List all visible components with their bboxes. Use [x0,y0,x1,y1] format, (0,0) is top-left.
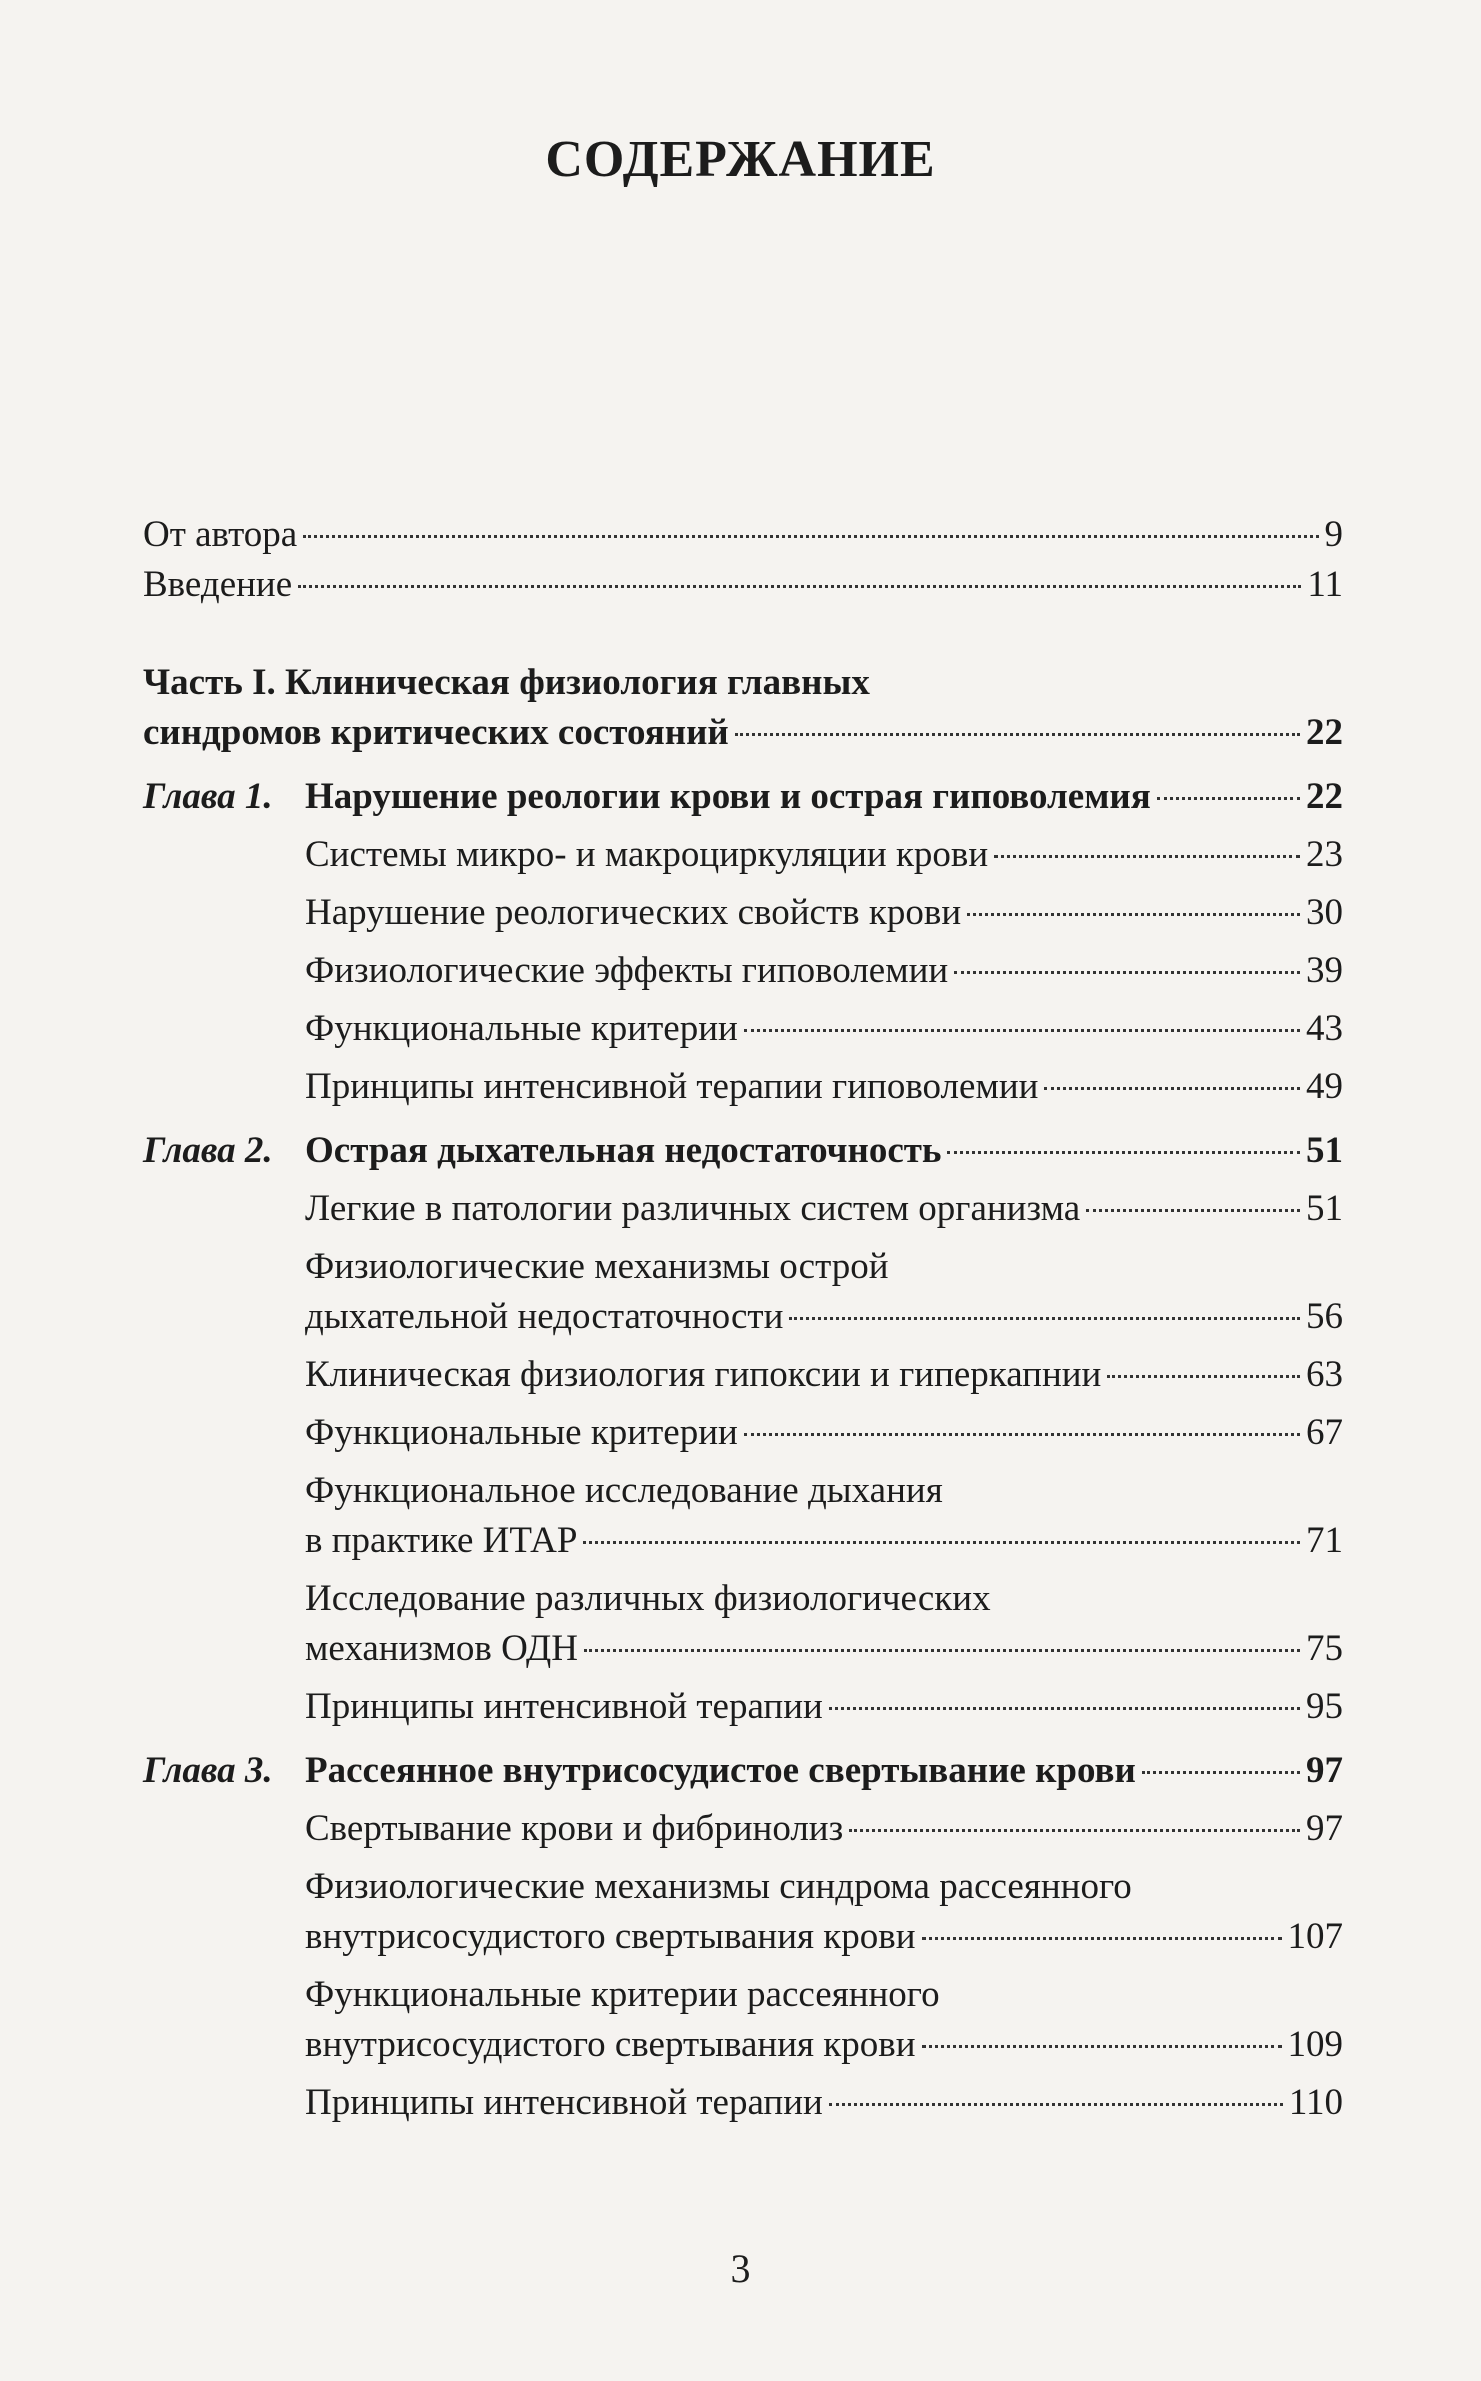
page-ref: 75 [1306,1628,1343,1669]
chapter-title: Нарушение реологии крови и острая гиповолемия [305,776,1151,817]
section-title: Функциональное исследование дыхания [305,1470,943,1511]
section-title: Нарушение реологических свойств крови [305,892,962,933]
section-title-line [305,1242,1343,1292]
toc-section[interactable] [143,1408,1343,1458]
toc-section[interactable] [143,1242,1343,1342]
chapter-label: Глава 1. [143,776,273,817]
section-title: дыхательной недостаточности [305,1296,784,1337]
leader-dots [1142,1771,1300,1774]
leader-dots [1157,797,1300,800]
toc-line [305,1062,1343,1112]
toc-line [305,1004,1343,1054]
section-title: внутрисосудистого свертывания крови [305,2024,916,2065]
leader-dots [789,1317,1300,1320]
page-title: СОДЕРЖАНИЕ [545,131,936,188]
leader-dots [829,2103,1283,2106]
leader-dots [922,2045,1282,2048]
entry-title: От автора [143,514,298,555]
toc-section[interactable] [143,2078,1343,2128]
entry-title: Введение [143,564,293,605]
leader-dots [744,1433,1300,1436]
section-title: Принципы интенсивной терапии гиповолемии [305,1066,1039,1107]
toc-chapter[interactable] [143,1746,1343,1796]
page-ref: 107 [1287,1916,1343,1957]
section-title-line [305,1466,1343,1516]
leader-dots [298,585,1301,588]
page-ref: 109 [1287,2024,1343,2065]
chapter-title: Рассеянное внутрисосудистое свертывание крови [305,1750,1136,1791]
leader-dots [744,1029,1300,1032]
page-ref: 51 [1306,1188,1343,1229]
toc-line [143,1126,1343,1176]
toc-entry[interactable] [143,510,1343,560]
page-ref: 67 [1306,1412,1343,1453]
toc-line [305,1350,1343,1400]
toc-section[interactable] [143,830,1343,880]
section-title: Функциональные критерии [305,1412,738,1453]
section-title-line [305,1970,1343,2020]
section-title: Системы микро- и макроциркуляции крови [305,834,989,875]
toc-line [143,708,1343,758]
leader-dots [954,971,1300,974]
toc-section[interactable] [143,1062,1343,1112]
section-title-line [305,1574,1343,1624]
toc-line [305,1516,1343,1566]
page-ref: 95 [1306,1686,1343,1727]
toc-line [305,2020,1343,2070]
section-title: Принципы интенсивной терапии [305,2082,823,2123]
toc-line [305,1804,1343,1854]
page-ref: 97 [1306,1808,1343,1849]
section-title: Функциональные критерии рассеянного [305,1974,940,2015]
page-ref: 97 [1306,1750,1343,1791]
leader-dots [922,1937,1282,1940]
page-ref: 39 [1306,950,1343,991]
leader-dots [303,535,1318,538]
leader-dots [849,1829,1300,1832]
toc-line [143,560,1343,610]
section-title: Легкие в патологии различных систем организма [305,1188,1081,1229]
toc-section[interactable] [143,1004,1343,1054]
section-title: Физиологические механизмы острой [305,1246,889,1287]
toc-part[interactable] [143,658,1343,758]
section-title: Физиологические эффекты гиповолемии [305,950,949,991]
section-title-line [305,1862,1343,1912]
leader-dots [1086,1209,1300,1212]
page-ref: 110 [1288,2082,1343,2123]
toc-section[interactable] [143,1350,1343,1400]
toc-section[interactable] [143,888,1343,938]
toc-section[interactable] [143,1970,1343,2070]
section-title: Функциональные критерии [305,1008,738,1049]
leader-dots [584,1649,1300,1652]
section-title: Исследование различных физиологических [305,1578,991,1619]
page-ref: 22 [1306,776,1343,817]
section-title: внутрисосудистого свертывания крови [305,1916,916,1957]
chapter-label: Глава 3. [143,1750,273,1791]
leader-dots [947,1151,1300,1154]
leader-dots [583,1541,1300,1544]
toc-chapter[interactable] [143,1126,1343,1176]
page-ref: 9 [1324,514,1343,555]
toc-line [305,1408,1343,1458]
page-ref: 43 [1306,1008,1343,1049]
toc-chapter[interactable] [143,772,1343,822]
toc-line [305,946,1343,996]
leader-dots [967,913,1300,916]
leader-dots [735,733,1300,736]
leader-dots [994,855,1300,858]
toc-section[interactable] [143,1574,1343,1674]
leader-dots [1044,1087,1300,1090]
toc-section[interactable] [143,1466,1343,1566]
toc-section[interactable] [143,946,1343,996]
chapter-title: Острая дыхательная недостаточность [305,1130,942,1171]
toc-section[interactable] [143,1804,1343,1854]
toc-line [143,1746,1343,1796]
page-ref: 51 [1306,1130,1343,1171]
section-title: Принципы интенсивной терапии [305,1686,823,1727]
section-title: Клиническая физиология гипоксии и гиперкапнии [305,1354,1102,1395]
toc-line [305,2078,1343,2128]
page-number: 3 [730,2246,751,2291]
toc-line [305,1912,1343,1962]
toc-line [305,1624,1343,1674]
table-of-contents [143,510,1343,2128]
section-title: в практике ИТАР [305,1520,578,1561]
chapter-label: Глава 2. [143,1130,273,1171]
toc-line [305,1184,1343,1234]
page-ref: 49 [1306,1066,1343,1107]
toc-section[interactable] [143,1682,1343,1732]
part-title-cont: синдромов критических состояний [143,712,729,753]
page-ref: 63 [1306,1354,1343,1395]
toc-line [143,772,1343,822]
toc-entry[interactable] [143,560,1343,610]
page-ref: 11 [1307,564,1343,605]
leader-dots [1107,1375,1300,1378]
toc-line [305,888,1343,938]
section-title: механизмов ОДН [305,1628,578,1669]
toc-line [143,510,1343,560]
page-ref: 56 [1306,1296,1343,1337]
section-title: Физиологические механизмы синдрома рассеянного [305,1866,1132,1907]
page-ref: 30 [1306,892,1343,933]
page-ref: 23 [1306,834,1343,875]
page-ref: 71 [1306,1520,1343,1561]
toc-section[interactable] [143,1184,1343,1234]
part-title: Часть I. Клиническая физиология главных [143,662,870,703]
section-title: Свертывание крови и фибринолиз [305,1808,844,1849]
page-ref: 22 [1306,712,1343,753]
toc-section[interactable] [143,1862,1343,1962]
toc-line [305,1682,1343,1732]
toc-line [305,830,1343,880]
toc-line [305,1292,1343,1342]
leader-dots [829,1707,1300,1710]
